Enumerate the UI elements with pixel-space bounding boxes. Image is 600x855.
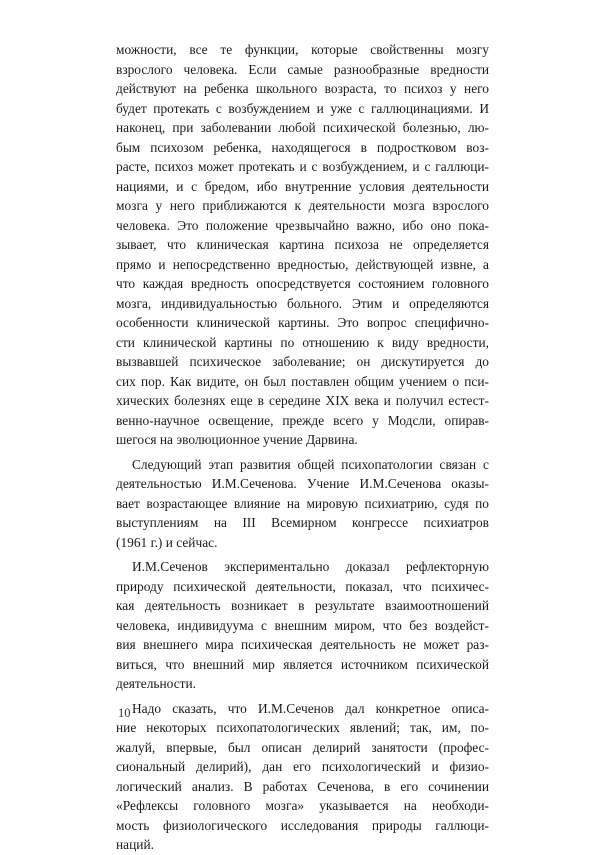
text-line: «Рефлексы головного мозга» указывается на необходи- (116, 798, 489, 813)
text-line: (1961 г.) и сейчас. (116, 534, 218, 550)
text-line: мость физиологического исследования природы галлюци- (116, 817, 489, 833)
text-line: мозга, индивидуальностью больного. Этим и определяются (116, 295, 489, 311)
text-line: что каждая вредность опосредствуется состоянием головного (116, 276, 489, 291)
text-line: прямо и непосредственно вредностью, действующей извне, а (116, 256, 489, 272)
text-line: мозга у него приближаются к деятельности мозга взрослого (116, 198, 489, 213)
text-line: наций. (116, 837, 154, 852)
text-line: будет протекать с возбуждением и уже с галлюцинациями. И (116, 100, 489, 116)
text-line: можности, все те функции, которые свойственны мозгу (116, 42, 489, 57)
text-line: Следующий этап развития общей психопатологии связан с (132, 456, 489, 472)
text-line: сти клинической картины по отношению к виду вредности, (116, 334, 489, 350)
text-line: зывает, что клиническая картина психоза не определяется (116, 237, 489, 252)
text-line: кая деятельность возникает в результате взаимоотношений (116, 598, 489, 613)
text-line: действуют на ребенка школьного возраста, то психоз у него (116, 81, 489, 96)
paragraph-2 (116, 455, 489, 553)
text-line: жалуй, впервые, был описан делирий занятости (профес- (116, 739, 489, 755)
text-line: ние некоторых психопатологических явлений; так, им, по- (116, 720, 489, 735)
text-line: природу психической деятельности, показал, что психичес- (116, 578, 489, 594)
text-line: расте, психоз может протекать и с возбуждением, и с галлюци- (116, 159, 489, 174)
text-line: наконец, при заболевании любой психической болезнью, лю- (116, 120, 489, 135)
text-line: деятельностью И.М.Сеченова. Учение И.М.Сеченова оказы- (116, 476, 489, 491)
text-line: взрослого человека. Если самые разнообразные вредности (116, 61, 489, 77)
text-line: вызвавшей психическое заболевание; он дискутируется до (116, 354, 489, 369)
text-line: вия внешнего мира психическая деятельность не может раз- (116, 637, 489, 652)
text-line: сиональный делирий), дан его психологический и физио- (116, 759, 489, 774)
text-line: Надо сказать, что И.М.Сеченов дал конкретное описа- (132, 700, 489, 716)
text-line: человека, индивидуума с внешним миром, что без воздейст- (116, 617, 489, 633)
page-number: 10 (118, 706, 131, 720)
text-line: хических болезнях еще в середине XIX века и получил естест- (116, 393, 489, 408)
text-line: выступлениям на III Всемирном конгрессе психиатров (116, 515, 489, 530)
text-line: бым психозом ребенка, находящегося в подростковом воз- (116, 139, 489, 155)
text-line: человека. Это положение чрезвычайно важно, ибо оно пока- (116, 217, 489, 233)
page-body (116, 40, 489, 855)
text-line: нациями, и с бредом, ибо внутренние условия деятельности (116, 178, 489, 194)
paragraph-3 (116, 557, 489, 694)
text-line: виться, что внешний мир является источником психической (116, 656, 489, 672)
text-line: И.М.Сеченов экспериментально доказал рефлекторную (132, 559, 489, 574)
text-line: венно-научное освещение, прежде всего у Модсли, опирав- (116, 412, 489, 428)
text-line: особенности клинической картины. Это вопрос специфично- (116, 315, 489, 330)
text-line: деятельности. (116, 676, 197, 691)
text-line: логический анализ. В работах Сеченова, в его сочинении (116, 778, 489, 794)
text-line: вает возрастающее влияние на мировую психиатрию, судя по (116, 495, 489, 511)
text-line: сих пор. Как видите, он был поставлен общим учением о пси- (116, 373, 489, 389)
paragraph-4 (116, 699, 489, 855)
paragraph-1 (116, 40, 489, 450)
text-line: шегося на эволюционное учение Дарвина. (116, 432, 358, 447)
